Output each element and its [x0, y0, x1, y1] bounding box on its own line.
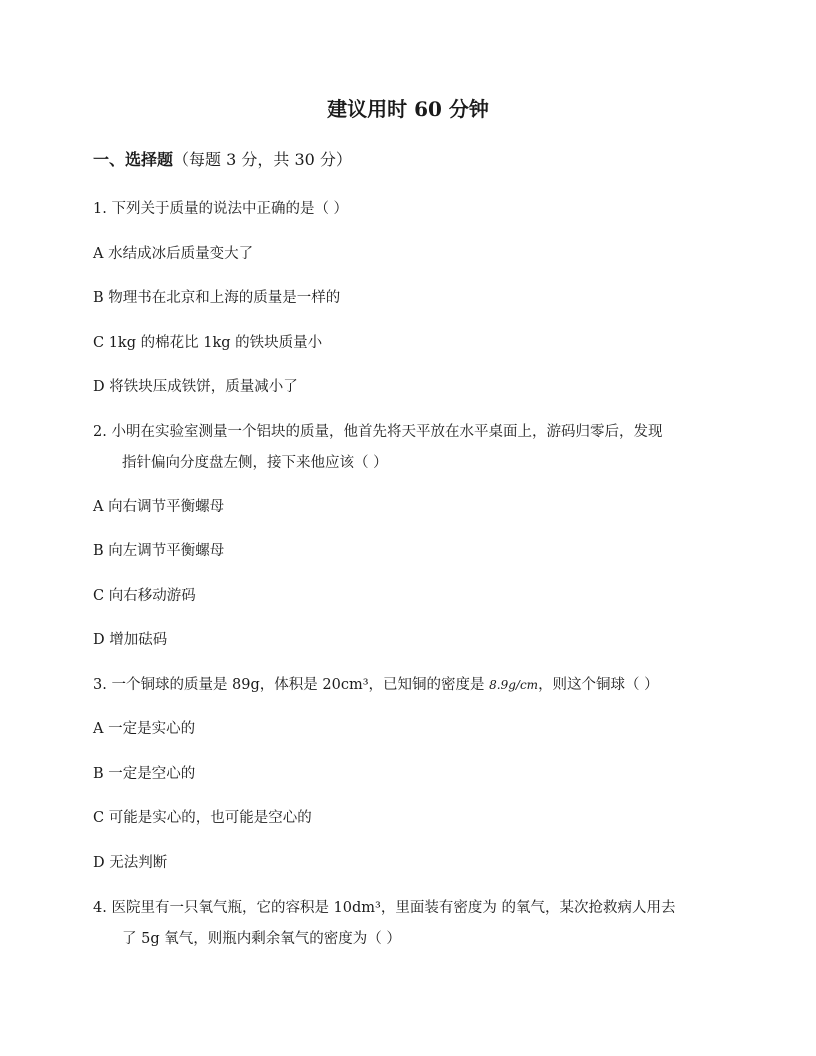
question-3-option-b: B 一定是空心的	[93, 766, 196, 782]
page-title: 建议用时 60 分钟	[327, 97, 489, 121]
question-3-option-d: D 无法判断	[93, 855, 168, 871]
question-2-stem-continued: 指针偏向分度盘左侧，接下来他应该（ ）	[122, 455, 388, 471]
question-1-option-c: C 1kg 的棉花比 1kg 的铁块质量小	[93, 335, 323, 351]
section-title: 一、选择题	[93, 150, 174, 169]
question-1-option-b: B 物理书在北京和上海的质量是一样的	[93, 290, 341, 306]
question-2-option-d: D 增加砝码	[93, 632, 168, 648]
question-2-stem: 2. 小明在实验室测量一个铝块的质量，他首先将天平放在水平桌面上，游码归零后，发现	[93, 424, 663, 440]
question-2-option-c: C 向右移动游码	[93, 588, 196, 604]
question-3-stem	[93, 674, 659, 696]
section-heading	[93, 148, 352, 172]
question-3-option-a: A 一定是实心的	[93, 721, 196, 737]
question-1-option-d: D 将铁块压成铁饼，质量减小了	[93, 379, 298, 395]
density-formula: 8.9g/cm	[489, 678, 539, 692]
question-3-stem-text: 3. 一个铜球的质量是 89g，体积是 20cm³，已知铜的密度是	[93, 677, 490, 693]
section-note: （每题 3 分，共 30 分）	[173, 150, 352, 169]
question-2-option-b: B 向左调节平衡螺母	[93, 543, 225, 559]
question-3-option-c: C 可能是实心的，也可能是空心的	[93, 810, 312, 826]
question-1-option-a: A 水结成冰后质量变大了	[93, 246, 254, 262]
question-1-stem: 1. 下列关于质量的说法中正确的是（ ）	[93, 201, 349, 217]
question-4-stem-continued: 了 5g 氧气，则瓶内剩余氧气的密度为（ ）	[122, 931, 401, 947]
question-3-stem-end: ，则这个铜球（ ）	[538, 677, 659, 693]
question-4-stem: 4. 医院里有一只氧气瓶，它的容积是 10dm³，里面装有密度为 的氧气，某次抢救病人用去	[93, 900, 676, 916]
question-2-option-a: A 向右调节平衡螺母	[93, 499, 225, 515]
